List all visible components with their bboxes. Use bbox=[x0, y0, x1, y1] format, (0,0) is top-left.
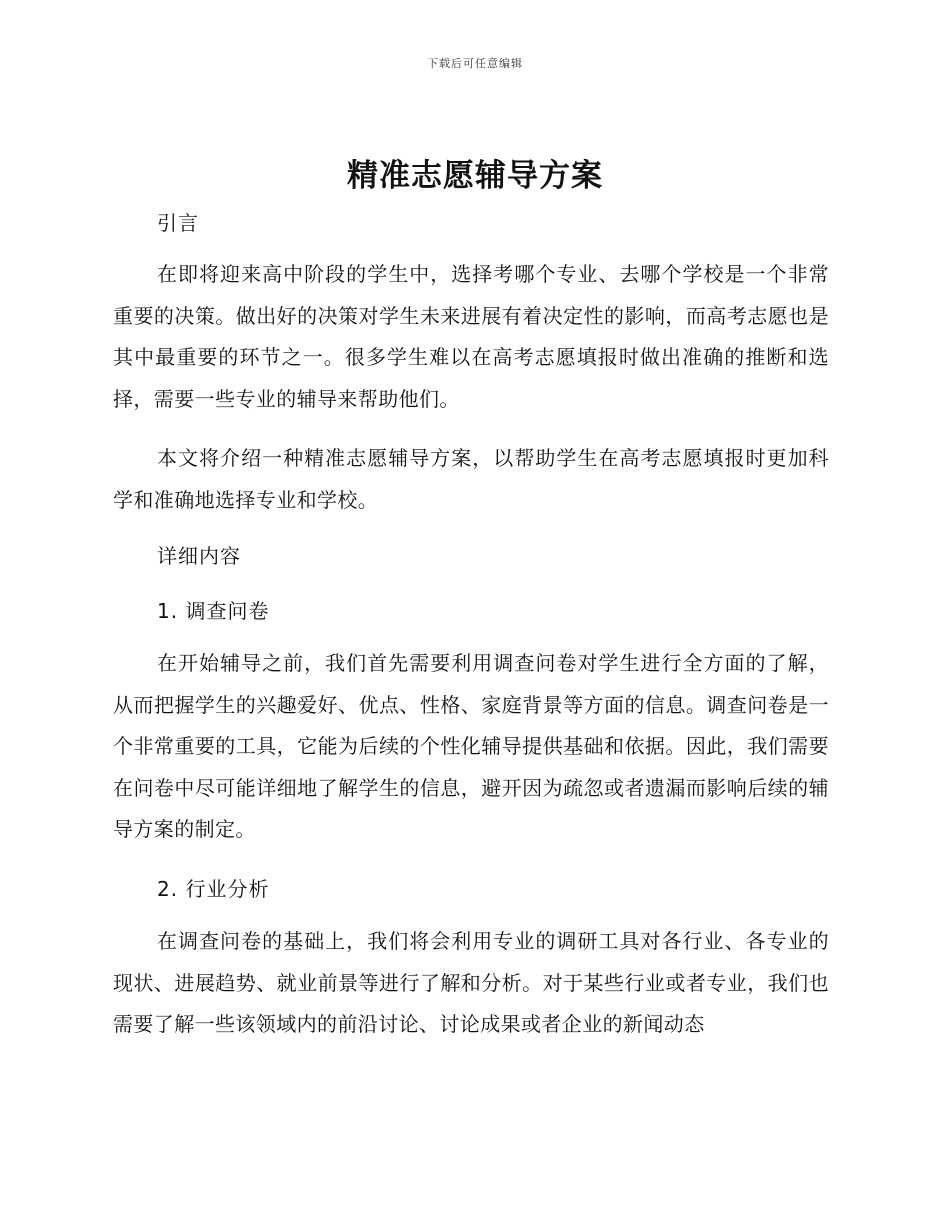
paragraph-intro-2: 本文将介绍一种精准志愿辅导方案，以帮助学生在高考志愿填报时更加科学和准确地选择专业和学校。 bbox=[113, 446, 829, 512]
subsection-heading-industry: 2. 行业分析 bbox=[157, 877, 270, 901]
paragraph-survey: 在开始辅导之前，我们首先需要利用调查问卷对学生进行全方面的了解，从而把握学生的兴趣爱好、优点、性格、家庭背景等方面的信息。调查问卷是一个非常重要的工具，它能为后续的个性化辅导提供基础和依据。因此，我们需要在问卷中尽可能详细地了解学生的信息，避开因为疏忽或者遗漏而影响后续的辅导方案的制定。 bbox=[113, 651, 829, 841]
subsection-heading-survey: 1. 调查问卷 bbox=[157, 599, 270, 623]
paragraph-intro-1: 在即将迎来高中阶段的学生中，选择考哪个专业、去哪个学校是一个非常重要的决策。做出好的决策对学生未来进展有着决定性的影响，而高考志愿也是其中最重要的环节之一。很多学生难以在高考志愿填报时做出准确的推断和选择，需要一些专业的辅导来帮助他们。 bbox=[113, 262, 829, 411]
paragraph-industry: 在调查问卷的基础上，我们将会利用专业的调研工具对各行业、各专业的现状、进展趋势、就业前景等进行了解和分析。对于某些行业或者专业，我们也需要了解一些该领域内的前沿讨论、讨论成果或者企业的新闻动态 bbox=[113, 929, 829, 1036]
document-title: 精准志愿辅导方案 bbox=[347, 158, 603, 194]
page-header-note: 下载后可任意编辑 bbox=[427, 57, 523, 70]
section-heading-details: 详细内容 bbox=[157, 544, 241, 568]
section-heading-intro: 引言 bbox=[157, 211, 199, 235]
